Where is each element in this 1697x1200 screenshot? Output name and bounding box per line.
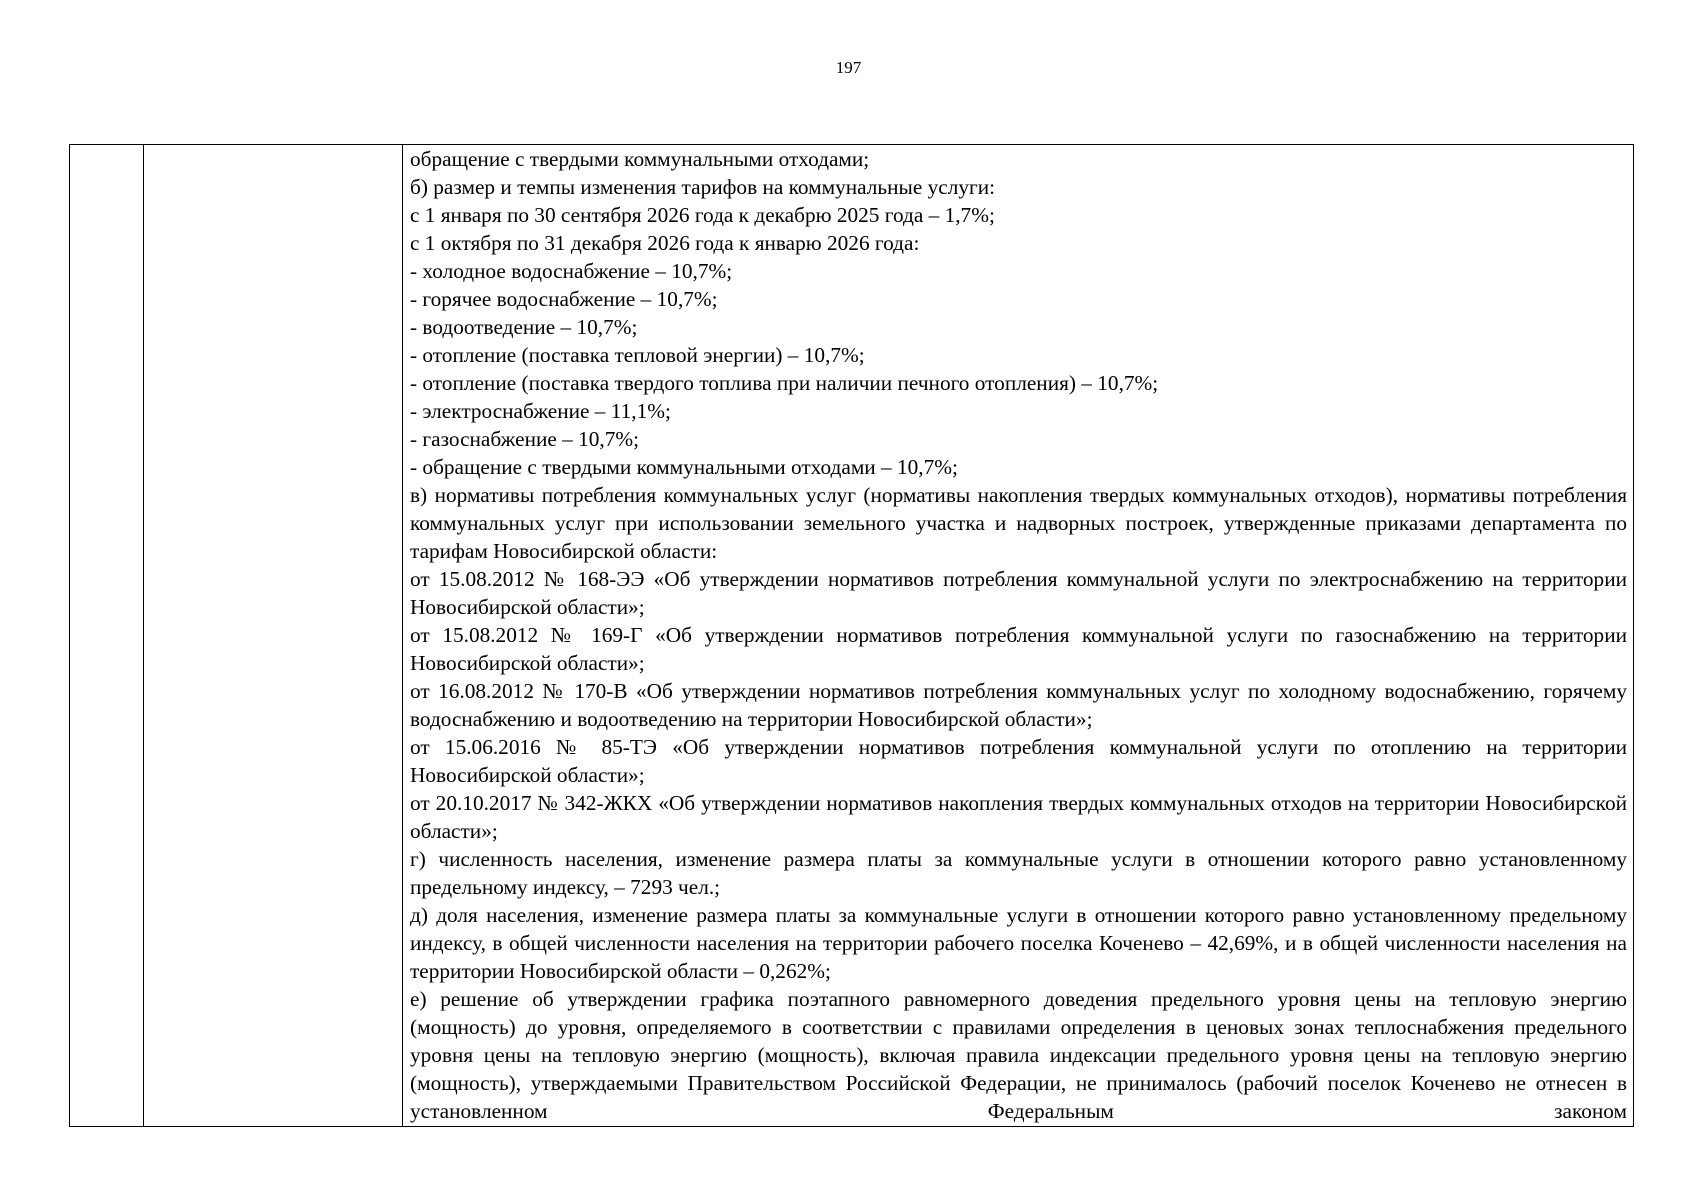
list-item: - отопление (поставка твердого топлива при наличии печного отопления) – 10,7%;: [410, 371, 1159, 395]
table-cell-number: [70, 145, 144, 1126]
table-cell-content: [403, 145, 1633, 1126]
list-item: - газоснабжение – 10,7%;: [410, 427, 640, 451]
text-paragraph: с 1 января по 30 сентября 2026 года к декабрю 2025 года – 1,7%;: [410, 203, 995, 227]
list-item: - горячее водоснабжение – 10,7%;: [410, 287, 718, 311]
text-paragraph: в) нормативы потребления коммунальных услуг (нормативы накопления твердых коммунальных отходов), нормативы потребления коммунальных услуг при использовании земельного участка и надворных построек, утвержденные приказами департамента по тарифам Новосибирской области:: [410, 483, 1627, 563]
text-paragraph: с 1 октября по 31 декабря 2026 года к январю 2026 года:: [410, 231, 920, 255]
text-paragraph: от 15.08.2012 № 168-ЭЭ «Об утверждении нормативов потребления коммунальной услуги по электроснабжению на территории Новосибирской области»;: [410, 567, 1627, 619]
list-item: - электроснабжение – 11,1%;: [410, 399, 671, 423]
text-paragraph: г) численность населения, изменение размера платы за коммунальные услуги в отношении которого равно установленному предельному индексу, – 7293 чел.;: [410, 847, 1627, 899]
text-paragraph: обращение с твердыми коммунальными отходами;: [410, 147, 870, 171]
table-cell-name: [144, 145, 403, 1126]
list-item: - отопление (поставка тепловой энергии) – 10,7%;: [410, 343, 865, 367]
list-item: - обращение с твердыми коммунальными отходами – 10,7%;: [410, 455, 958, 479]
text-paragraph: от 16.08.2012 № 170-В «Об утверждении нормативов потребления коммунальных услуг по холодному водоснабжению, горячему водоснабжению и водоотведению на территории Новосибирской области»;: [410, 679, 1627, 731]
list-item: - водоотведение – 10,7%;: [410, 315, 638, 339]
list-item: - холодное водоснабжение – 10,7%;: [410, 259, 733, 283]
text-paragraph: б) размер и темпы изменения тарифов на коммунальные услуги:: [410, 175, 996, 199]
text-paragraph: от 20.10.2017 № 342-ЖКХ «Об утверждении нормативов накопления твердых коммунальных отходов на территории Новосибирской области»;: [410, 791, 1627, 843]
text-paragraph: от 15.06.2016 № 85-ТЭ «Об утверждении нормативов потребления коммунальной услуги по отоплению на территории Новосибирской области»;: [410, 735, 1627, 787]
text-paragraph: е) решение об утверждении графика поэтапного равномерного доведения предельного уровня цены на тепловую энергию (мощность) до уровня, определяемого в соответствии с правилами определения в ценовых зонах теплоснабжения предельного уровня цены на тепловую энергию (мощность), включая правила индексации предельного уровня цены на тепловую энергию (мощность), утверждаемыми Правительством Российской Федерации, не принималось (рабочий поселок Коченево не отнесен в установленном Федеральным законом: [410, 987, 1627, 1123]
text-paragraph: от 15.08.2012 № 169-Г «Об утверждении нормативов потребления коммунальной услуги по газоснабжению на территории Новосибирской области»;: [410, 623, 1627, 675]
text-paragraph: д) доля населения, изменение размера платы за коммунальные услуги в отношении которого равно установленному предельному индексу, в общей численности населения на территории рабочего поселка Коченево – 42,69%, и в общей численности населения на территории Новосибирской области – 0,262%;: [410, 903, 1627, 983]
document-table: [69, 144, 1634, 1127]
page-number: 197: [835, 58, 862, 77]
